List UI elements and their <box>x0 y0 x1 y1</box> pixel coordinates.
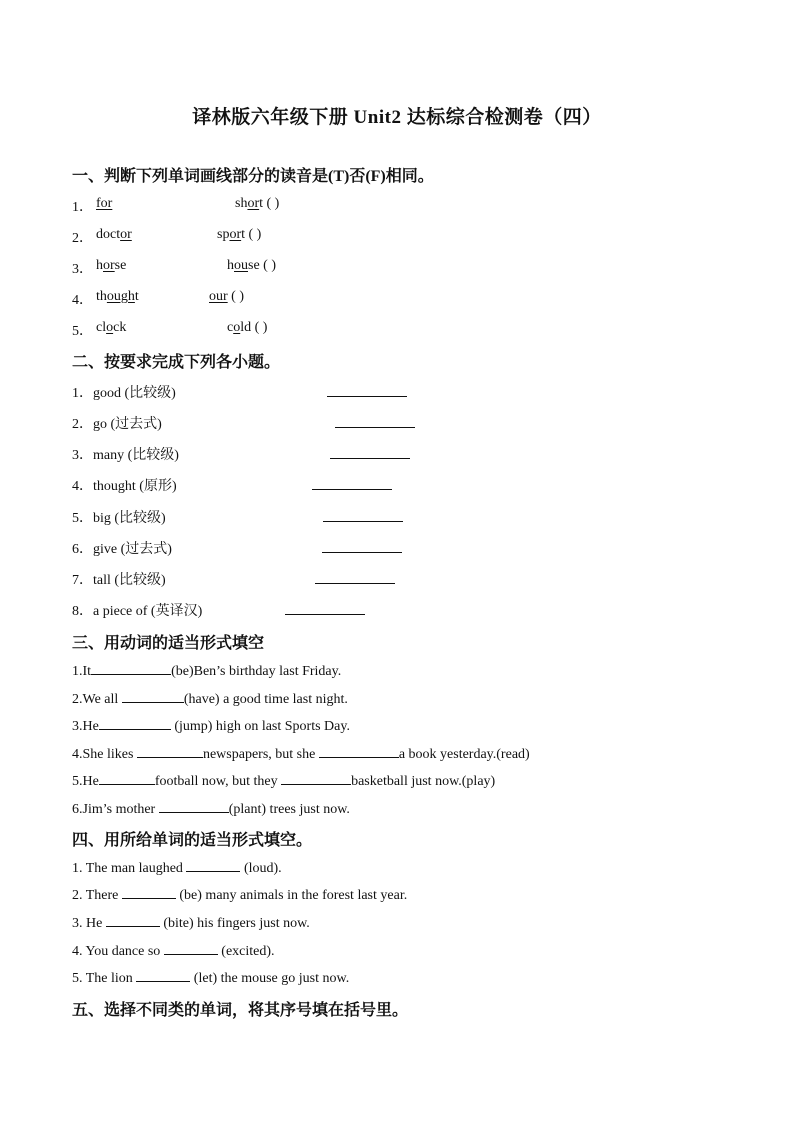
answer-blank[interactable] <box>315 571 395 584</box>
answer-parens[interactable]: ( ) <box>254 320 268 335</box>
s2-item-5: 5．big (比较级) <box>72 507 166 527</box>
s3-item-3: 3.He (jump) high on last Sports Day. <box>72 719 350 734</box>
answer-blank[interactable] <box>159 800 229 813</box>
answer-parens[interactable]: ( ) <box>231 289 244 304</box>
word-2: sport ( ) <box>217 227 262 242</box>
s2-item-8: 8．a piece of (英译汉) <box>72 600 202 620</box>
answer-blank[interactable] <box>91 662 171 675</box>
answer-blank[interactable] <box>186 859 240 872</box>
s4-item-5: 5. The lion (let) the mouse go just now. <box>72 971 350 986</box>
word-1: clock <box>96 320 127 335</box>
s1-item-3 <box>72 258 276 278</box>
answer-blank[interactable] <box>327 384 407 397</box>
item-number: 4． <box>72 293 93 308</box>
s2-item-3: 3．many (比较级) <box>72 444 179 464</box>
s2-item-6: 6．give (过去式) <box>72 538 172 558</box>
s2-item-7: 7．tall (比较级) <box>72 569 166 589</box>
s4-item-1: 1. The man laughed (loud). <box>72 861 282 876</box>
word-1: doctor <box>96 227 132 242</box>
s2-item-2: 2．go (过去式) <box>72 413 162 433</box>
s3-item-4: 4.She likes newspapers, but she a book yesterday.(read) <box>72 747 530 762</box>
answer-blank[interactable] <box>122 886 176 899</box>
word-2: short ( ) <box>235 196 280 211</box>
word-2: our ( ) <box>209 289 244 304</box>
s1-item-4 <box>72 289 244 309</box>
word-1: thought <box>96 289 139 304</box>
s2-item-4: 4．thought (原形) <box>72 475 177 495</box>
item-number: 5． <box>72 324 93 339</box>
answer-blank[interactable] <box>323 509 403 522</box>
s4-item-3: 3. He (bite) his fingers just now. <box>72 916 310 931</box>
s3-item-5: 5.He football now, but they basketball just now.(play) <box>72 774 496 789</box>
word-1: horse <box>96 258 127 273</box>
section4-heading: 四、用所给单词的适当形式填空。 <box>72 832 313 849</box>
answer-blank[interactable] <box>136 969 190 982</box>
answer-blank[interactable] <box>122 690 184 703</box>
answer-blank[interactable] <box>330 446 410 459</box>
s1-item-2 <box>72 227 262 247</box>
section2-heading: 二、按要求完成下列各小题。 <box>72 354 281 371</box>
s4-item-2: 2. There (be) many animals in the forest last year. <box>72 888 408 903</box>
answer-blank[interactable] <box>285 602 365 615</box>
answer-blank[interactable] <box>137 745 203 758</box>
section1-heading: 一、判断下列单词画线部分的读音是(T)否(F)相同。 <box>72 168 434 185</box>
word-2: house ( ) <box>227 258 276 273</box>
answer-blank[interactable] <box>281 772 351 785</box>
answer-parens[interactable]: ( ) <box>248 227 262 242</box>
s1-item-1 <box>72 196 280 216</box>
s2-item-1: 1．good (比较级) <box>72 382 176 402</box>
word-2: cold ( ) <box>227 320 268 335</box>
s3-item-2: 2.We all (have) a good time last night. <box>72 692 348 707</box>
answer-blank[interactable] <box>99 772 155 785</box>
answer-parens[interactable]: ( ) <box>263 258 276 273</box>
answer-parens[interactable]: ( ) <box>266 196 280 211</box>
answer-blank[interactable] <box>99 717 171 730</box>
word-1: for <box>96 196 113 211</box>
item-number: 3． <box>72 262 93 277</box>
answer-blank[interactable] <box>164 942 218 955</box>
s1-item-5 <box>72 320 268 340</box>
s4-item-4: 4. You dance so (excited). <box>72 944 275 959</box>
s3-item-1: 1.It (be)Ben’s birthday last Friday. <box>72 664 342 679</box>
section5-heading: 五、选择不同类的单词，将其序号填在括号里。 <box>72 1002 409 1019</box>
answer-blank[interactable] <box>322 540 402 553</box>
section3-heading: 三、用动词的适当形式填空 <box>72 635 265 652</box>
page-title: 译林版六年级下册 Unit2 达标综合检测卷（四） <box>192 107 602 128</box>
s3-item-6: 6.Jim’s mother (plant) trees just now. <box>72 802 350 817</box>
answer-blank[interactable] <box>319 745 399 758</box>
answer-blank[interactable] <box>312 477 392 490</box>
item-number: 2． <box>72 231 93 246</box>
answer-blank[interactable] <box>106 914 160 927</box>
answer-blank[interactable] <box>335 415 415 428</box>
item-number: 1． <box>72 200 93 215</box>
